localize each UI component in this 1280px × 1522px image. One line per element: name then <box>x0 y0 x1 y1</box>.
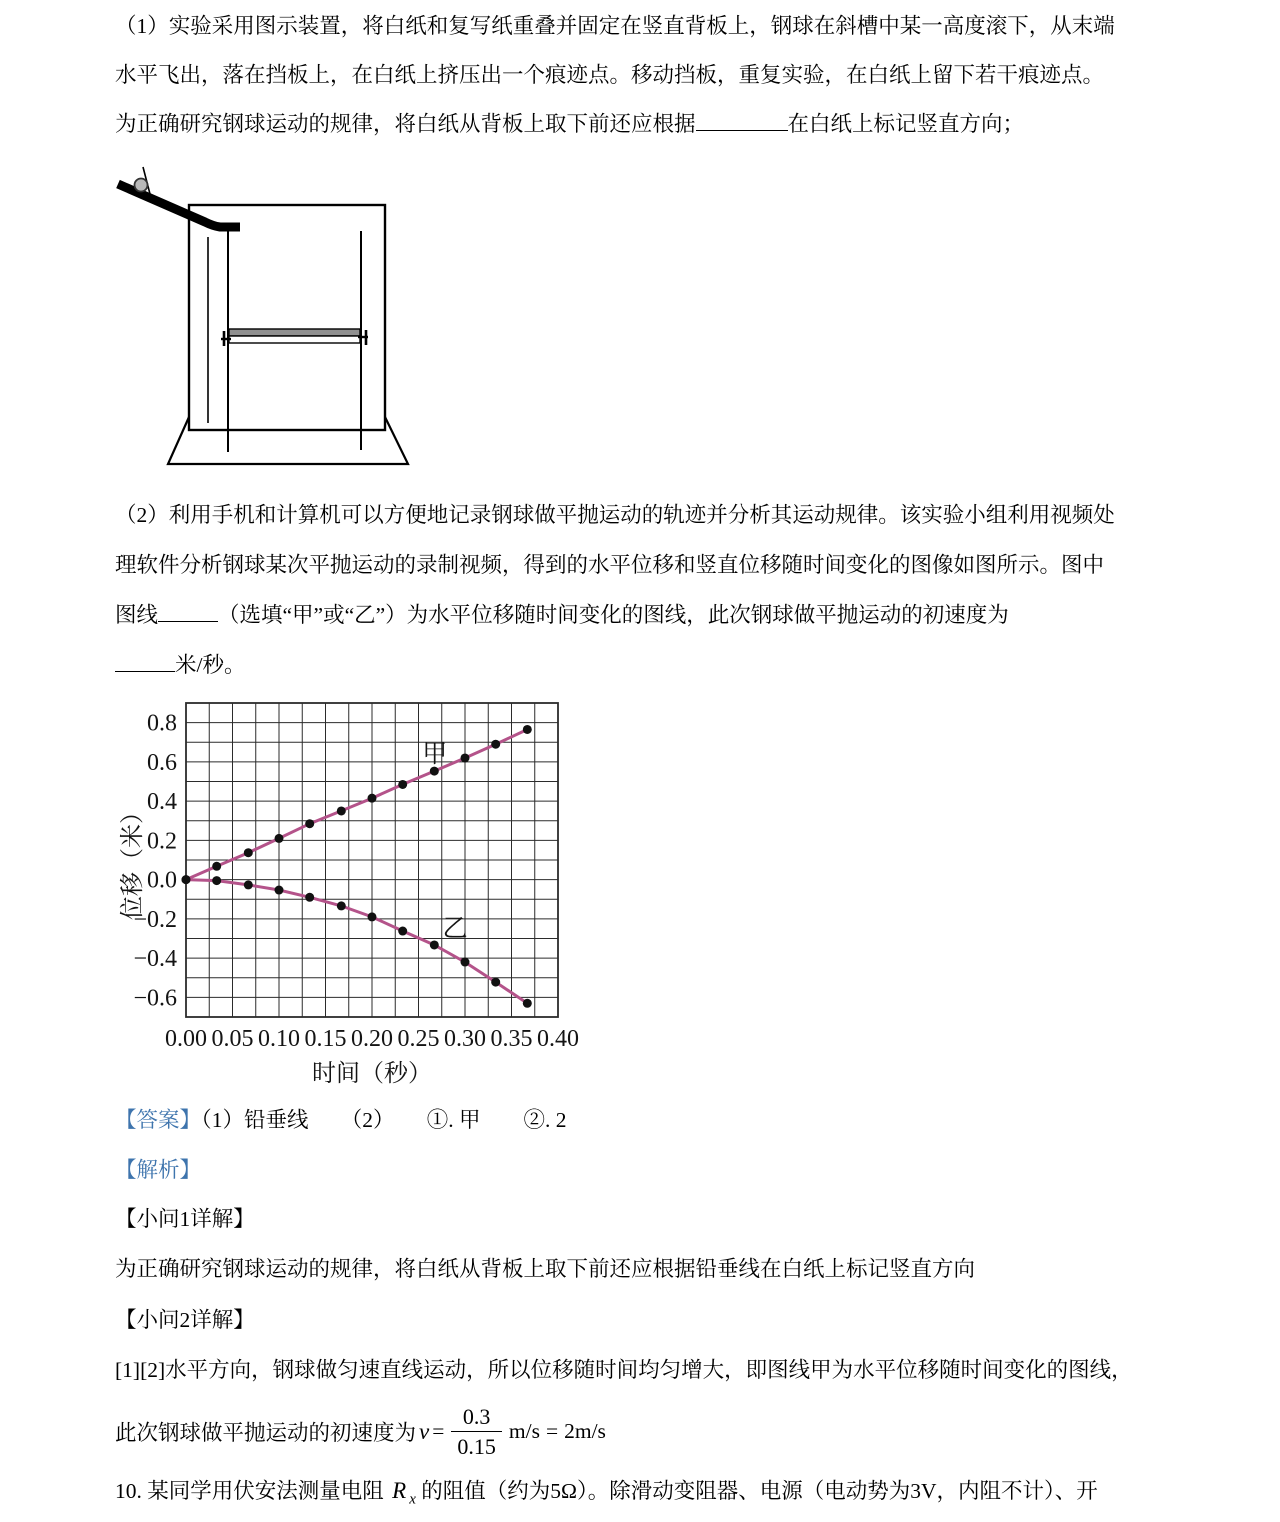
displacement-time-chart <box>110 690 590 1092</box>
q10-var-sub: x <box>409 1491 416 1508</box>
apparatus-diagram <box>0 0 1280 500</box>
sub2-heading: 【小问2详解】 <box>115 1308 255 1332</box>
data-point-乙 <box>523 999 532 1008</box>
x-tick-label: 0.15 <box>304 1026 347 1052</box>
data-point-甲 <box>430 767 439 776</box>
question10-line <box>115 1468 1180 1514</box>
data-point-甲 <box>244 848 253 857</box>
data-point-乙 <box>244 880 253 889</box>
analysis-label: 【解析】 <box>115 1158 202 1182</box>
data-point-甲 <box>491 740 500 749</box>
sub1-heading: 【小问1详解】 <box>115 1207 255 1231</box>
part1-line2: 水平飞出，落在挡板上，在白纸上挤压出一个痕迹点。移动挡板，重复实验，在白纸上留下若干痕迹点。 <box>115 63 1105 87</box>
data-point-甲 <box>305 819 314 828</box>
x-tick-label: 0.25 <box>397 1026 440 1052</box>
y-tick-label: 0.8 <box>147 710 177 737</box>
data-point-甲 <box>212 862 221 871</box>
series-line-乙 <box>186 880 527 1004</box>
steel-ball <box>135 179 148 192</box>
x-axis-title: 时间（秒） <box>312 1061 432 1087</box>
series-label-甲: 甲 <box>422 740 448 768</box>
series-line-甲 <box>186 730 527 880</box>
answer-blank-curve-choice <box>158 621 218 622</box>
answer-text: （1）铅垂线 （2） ①. 甲 ②. 2 <box>201 1108 567 1132</box>
y-tick-label: −0.4 <box>133 946 177 973</box>
part2-line3-text-after: （选填“甲”或“乙”）为水平位移随时间变化的图线，此次钢球做平抛运动的初速度为 <box>218 603 1009 627</box>
y-axis-title: 位移（米） <box>120 800 146 920</box>
part2-line4-text: 米/秒。 <box>175 653 246 677</box>
x-tick-label: 0.10 <box>258 1026 300 1052</box>
part2-line3-text: 图线 <box>115 603 159 627</box>
formula-equals2: = <box>545 1419 559 1443</box>
formula-equals: = <box>432 1419 445 1443</box>
data-point-乙 <box>182 875 191 884</box>
data-point-乙 <box>305 893 314 902</box>
baffle-top-strip <box>229 329 360 336</box>
series-label-乙: 乙 <box>442 915 468 943</box>
data-point-乙 <box>398 927 407 936</box>
x-tick-label: 0.35 <box>490 1026 533 1052</box>
fraction-numerator: 0.3 <box>451 1403 502 1433</box>
answer-blank-speed <box>115 671 175 672</box>
formula-prefix: 此次钢球做平抛运动的初速度为 <box>115 1421 417 1445</box>
y-tick-label: 0.6 <box>147 749 177 776</box>
analysis-label-line <box>115 1145 1180 1195</box>
part2-line4 <box>115 640 1170 690</box>
y-tick-label: 0.4 <box>147 789 177 816</box>
x-tick-label: 0.30 <box>444 1026 486 1052</box>
data-point-甲 <box>461 753 470 762</box>
part2-line1: （2）利用手机和计算机可以方便地记录钢球做平抛运动的轨迹并分析其运动规律。该实验小组利用视频处 <box>115 503 1115 527</box>
vertical-backboard <box>189 205 385 430</box>
formula-fraction <box>451 1403 502 1461</box>
x-tick-label: 0.05 <box>211 1026 254 1052</box>
data-point-甲 <box>337 806 346 815</box>
data-point-乙 <box>491 978 500 987</box>
y-tick-label: 0.2 <box>147 828 177 855</box>
sub2-text: [1][2]水平方向，钢球做匀速直线运动，所以位移随时间均匀增大，即图线甲为水平位移随时间变化的图线， <box>115 1358 1133 1382</box>
y-tick-label: −0.6 <box>133 985 177 1012</box>
data-point-乙 <box>275 886 284 895</box>
answer-label: 【答案】 <box>115 1108 202 1132</box>
formula-var-v: v <box>419 1418 430 1444</box>
data-point-甲 <box>275 834 284 843</box>
answer-solution-section <box>115 1095 1180 1514</box>
x-tick-label: 0.40 <box>537 1026 579 1052</box>
part2-line2: 理软件分析钢球某次平抛运动的录制视频，得到的水平位移和竖直位移随时间变化的图像如图所示。图中 <box>115 553 1105 577</box>
part1-line1: （1）实验采用图示装置，将白纸和复写纸重叠并固定在竖直背板上，钢球在斜槽中某一高度滚下，从末端 <box>115 14 1115 38</box>
baffle-bottom-strip <box>229 336 360 343</box>
velocity-formula-line <box>115 1395 1180 1468</box>
y-tick-label: 0.0 <box>147 867 177 894</box>
data-point-甲 <box>523 725 532 734</box>
q10-text: 10. 某同学用伏安法测量电阻 <box>115 1479 384 1503</box>
part1-line3-text: 为正确研究钢球运动的规律，将白纸从背板上取下前还应根据 <box>115 112 696 136</box>
data-point-甲 <box>398 780 407 789</box>
formula-unit: m/s <box>508 1419 540 1443</box>
question-part2 <box>115 490 1170 690</box>
q10-var-R: R <box>392 1478 407 1503</box>
sub1-text: 为正确研究钢球运动的规律，将白纸从背板上取下前还应根据铅垂线在白纸上标记竖直方向 <box>115 1257 976 1281</box>
fraction-denominator: 0.15 <box>457 1434 496 1459</box>
data-point-乙 <box>212 876 221 885</box>
y-tick-label: −0.2 <box>133 906 177 933</box>
part1-line3-text-after: 在白纸上标记竖直方向； <box>787 112 1025 136</box>
part2-line3 <box>115 590 1170 640</box>
data-point-乙 <box>368 912 377 921</box>
x-tick-label: 0.20 <box>351 1026 393 1052</box>
x-tick-label: 0.00 <box>165 1026 207 1052</box>
data-point-乙 <box>461 958 470 967</box>
q10-text-after: 的阻值（约为5Ω）。除滑动变阻器、电源（电动势为3V，内阻不计）、开 <box>421 1479 1098 1503</box>
data-point-乙 <box>337 901 346 910</box>
formula-result: 2m/s <box>564 1419 606 1443</box>
data-point-甲 <box>368 794 377 803</box>
chart-canvas <box>110 690 590 1092</box>
answer-line <box>115 1095 1180 1145</box>
data-point-乙 <box>430 940 439 949</box>
movable-baffle <box>221 329 368 346</box>
